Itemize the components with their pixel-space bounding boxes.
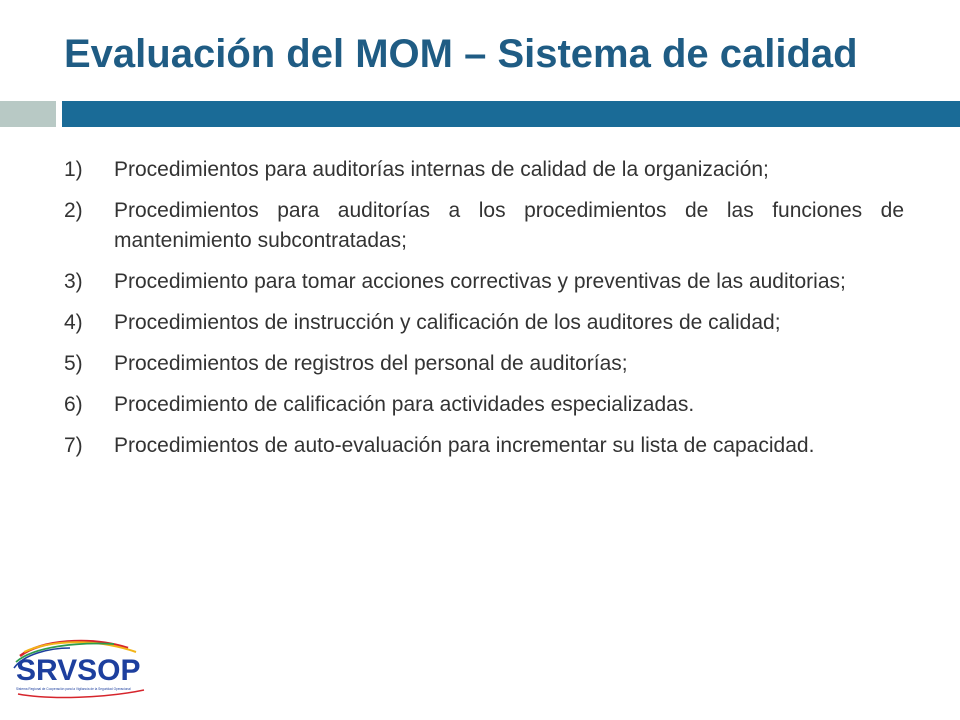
list-item-number: 2) [64, 199, 83, 222]
list-item-number: 6) [64, 393, 83, 416]
list-item-text: Procedimientos para auditorías a los procedimientos de las funciones de mantenimiento subcontratadas; [114, 199, 904, 252]
logo-underline [18, 690, 144, 697]
procedure-list [64, 155, 904, 472]
list-item [64, 196, 904, 256]
list-item-number: 4) [64, 311, 83, 334]
list-item-text: Procedimiento de calificación para actividades especializadas. [114, 393, 695, 416]
srvsop-logo [10, 634, 152, 702]
list-item-text: Procedimientos para auditorías internas de calidad de la organización; [114, 158, 769, 181]
list-item [64, 155, 904, 185]
list-item [64, 308, 904, 338]
logo-wordmark: SRVSOP [16, 654, 141, 687]
list-item-text: Procedimientos de instrucción y calificación de los auditores de calidad; [114, 311, 781, 334]
list-item [64, 349, 904, 379]
list-item-number: 7) [64, 434, 83, 457]
list-item-text: Procedimientos de registros del personal de auditorías; [114, 352, 628, 375]
list-item [64, 390, 904, 420]
list-item-text: Procedimientos de auto-evaluación para incrementar su lista de capacidad. [114, 434, 815, 457]
list-item [64, 267, 904, 297]
list-item-number: 5) [64, 352, 83, 375]
list-item [64, 431, 904, 461]
list-item-number: 1) [64, 158, 83, 181]
list-item-text: Procedimiento para tomar acciones correctivas y preventivas de las auditorias; [114, 270, 846, 293]
logo-subtext: Sistema Regional de Cooperación para la Vigilancia de la Seguridad Operacional [16, 687, 131, 691]
slide-title: Evaluación del MOM – Sistema de calidad [64, 32, 858, 76]
header-bar-accent [0, 101, 56, 127]
list-item-number: 3) [64, 270, 83, 293]
header-bar [62, 101, 960, 127]
